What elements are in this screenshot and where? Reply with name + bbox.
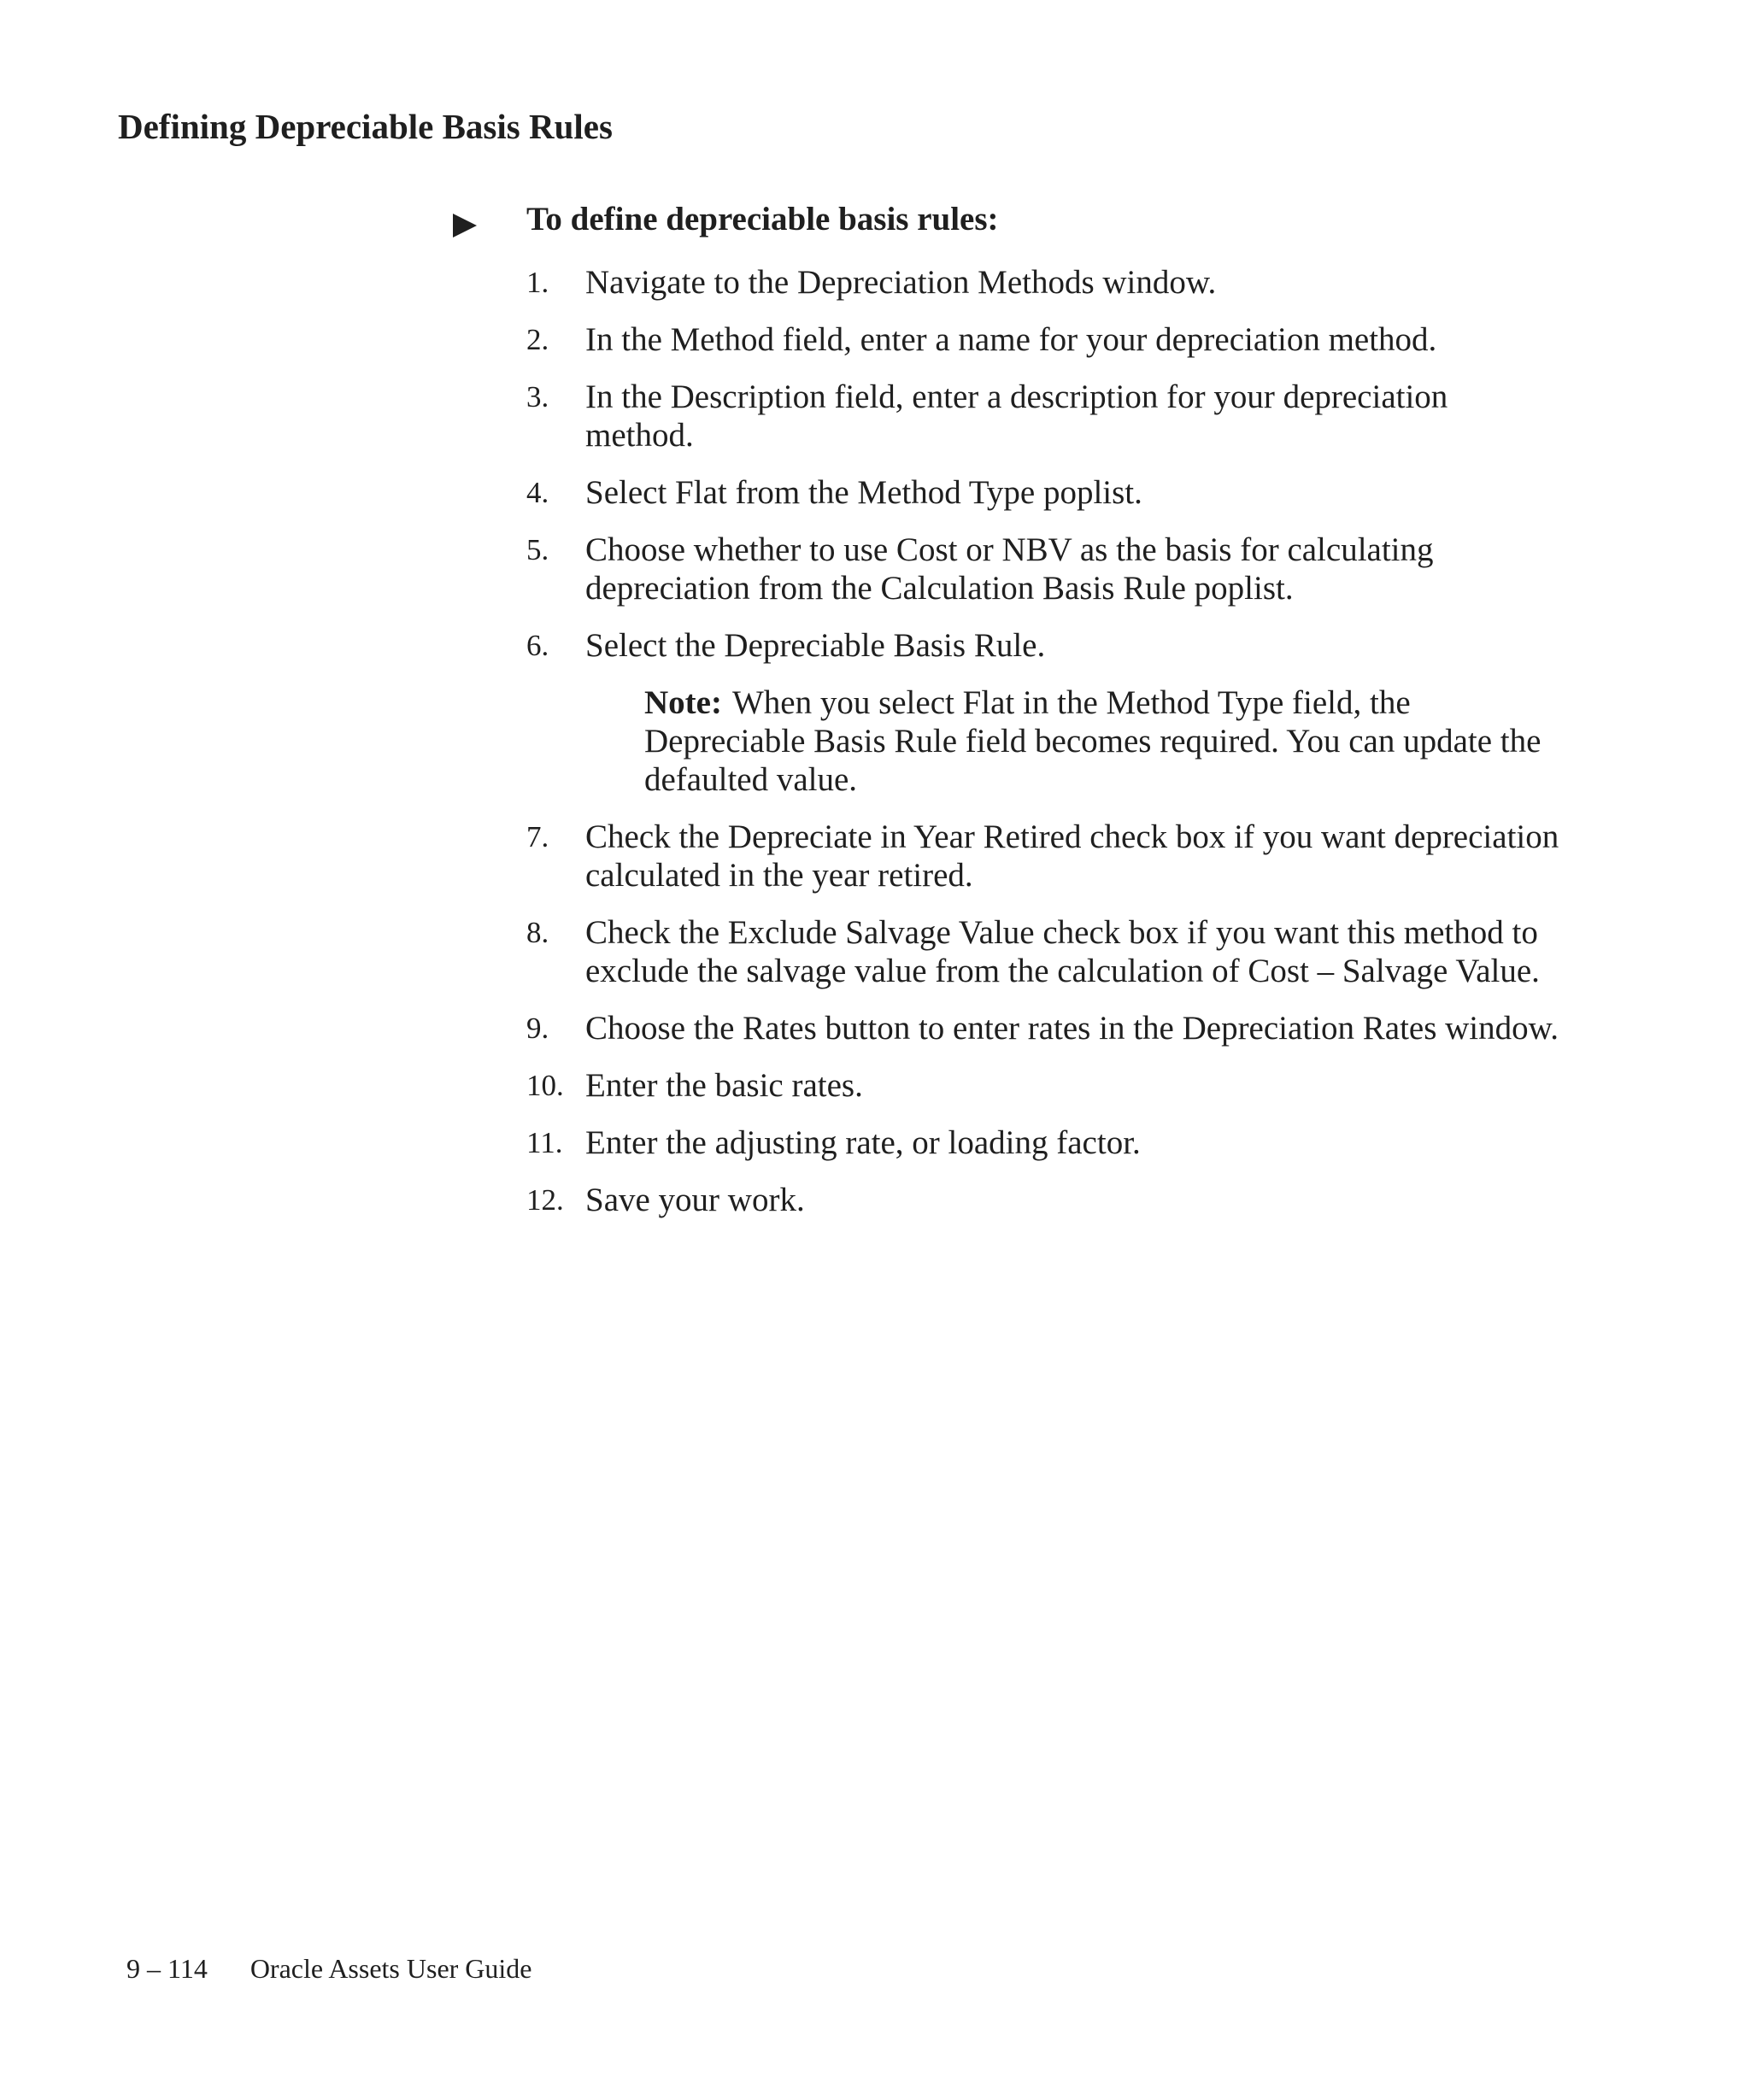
step-text: Navigate to the Depreciation Methods window.	[585, 264, 1217, 301]
step-text: Save your work.	[585, 1182, 805, 1218]
step-1	[453, 263, 1564, 302]
step-10	[453, 1066, 1564, 1105]
step-text: Enter the adjusting rate, or loading factor.	[585, 1124, 1141, 1161]
step-text: Enter the basic rates.	[585, 1067, 863, 1104]
step-number: 12.	[526, 1183, 564, 1217]
page-footer	[126, 1953, 532, 1985]
step-text: Choose whether to use Cost or NBV as the basis for calculating depreciation from the Calculation Basis Rule poplist.	[585, 531, 1434, 607]
step-11	[453, 1123, 1564, 1162]
step-number: 2.	[526, 323, 549, 356]
procedure	[453, 200, 1564, 1238]
step-number: 6.	[526, 629, 549, 662]
step-text: Choose the Rates button to enter rates in the Depreciation Rates window.	[585, 1010, 1559, 1047]
step-8	[453, 913, 1564, 990]
footer-book-title: Oracle Assets User Guide	[250, 1953, 532, 1984]
step-3	[453, 378, 1564, 455]
step-7	[453, 818, 1564, 895]
step-text: Select the Depreciable Basis Rule.	[585, 627, 1046, 664]
step-text: Select Flat from the Method Type poplist.	[585, 474, 1142, 511]
step-number: 9.	[526, 1012, 549, 1045]
step-4	[453, 473, 1564, 512]
step-text: Check the Exclude Salvage Value check box if you want this method to exclude the salvage value from the calculation of Cost – Salvage Value.	[585, 914, 1540, 989]
step-number: 3.	[526, 380, 549, 414]
procedure-arrow-icon	[453, 214, 477, 238]
step-list	[453, 263, 1564, 1219]
step-number: 4.	[526, 476, 549, 509]
step-number: 8.	[526, 916, 549, 949]
step-5	[453, 531, 1564, 607]
note	[644, 683, 1542, 799]
procedure-heading	[453, 200, 1564, 246]
step-number: 10.	[526, 1069, 564, 1102]
note-label: Note:	[644, 684, 722, 721]
procedure-title: To define depreciable basis rules:	[526, 201, 999, 238]
step-text: In the Method field, enter a name for your depreciation method.	[585, 321, 1437, 358]
step-6	[453, 626, 1564, 799]
step-number: 5.	[526, 533, 549, 566]
step-number: 7.	[526, 820, 549, 853]
step-text: Check the Depreciate in Year Retired check box if you want depreciation calculated in the year retired.	[585, 818, 1559, 894]
step-9	[453, 1009, 1564, 1047]
step-text: In the Description field, enter a description for your depreciation method.	[585, 378, 1448, 454]
footer-page-number: 9 – 114	[126, 1953, 208, 1984]
step-number: 11.	[526, 1126, 563, 1159]
step-2	[453, 320, 1564, 359]
step-12	[453, 1181, 1564, 1219]
note-text: When you select Flat in the Method Type field, the Depreciable Basis Rule field becomes required. You can update the defaulted value.	[644, 684, 1542, 798]
step-number: 1.	[526, 266, 549, 299]
section-title: Defining Depreciable Basis Rules	[118, 107, 613, 146]
